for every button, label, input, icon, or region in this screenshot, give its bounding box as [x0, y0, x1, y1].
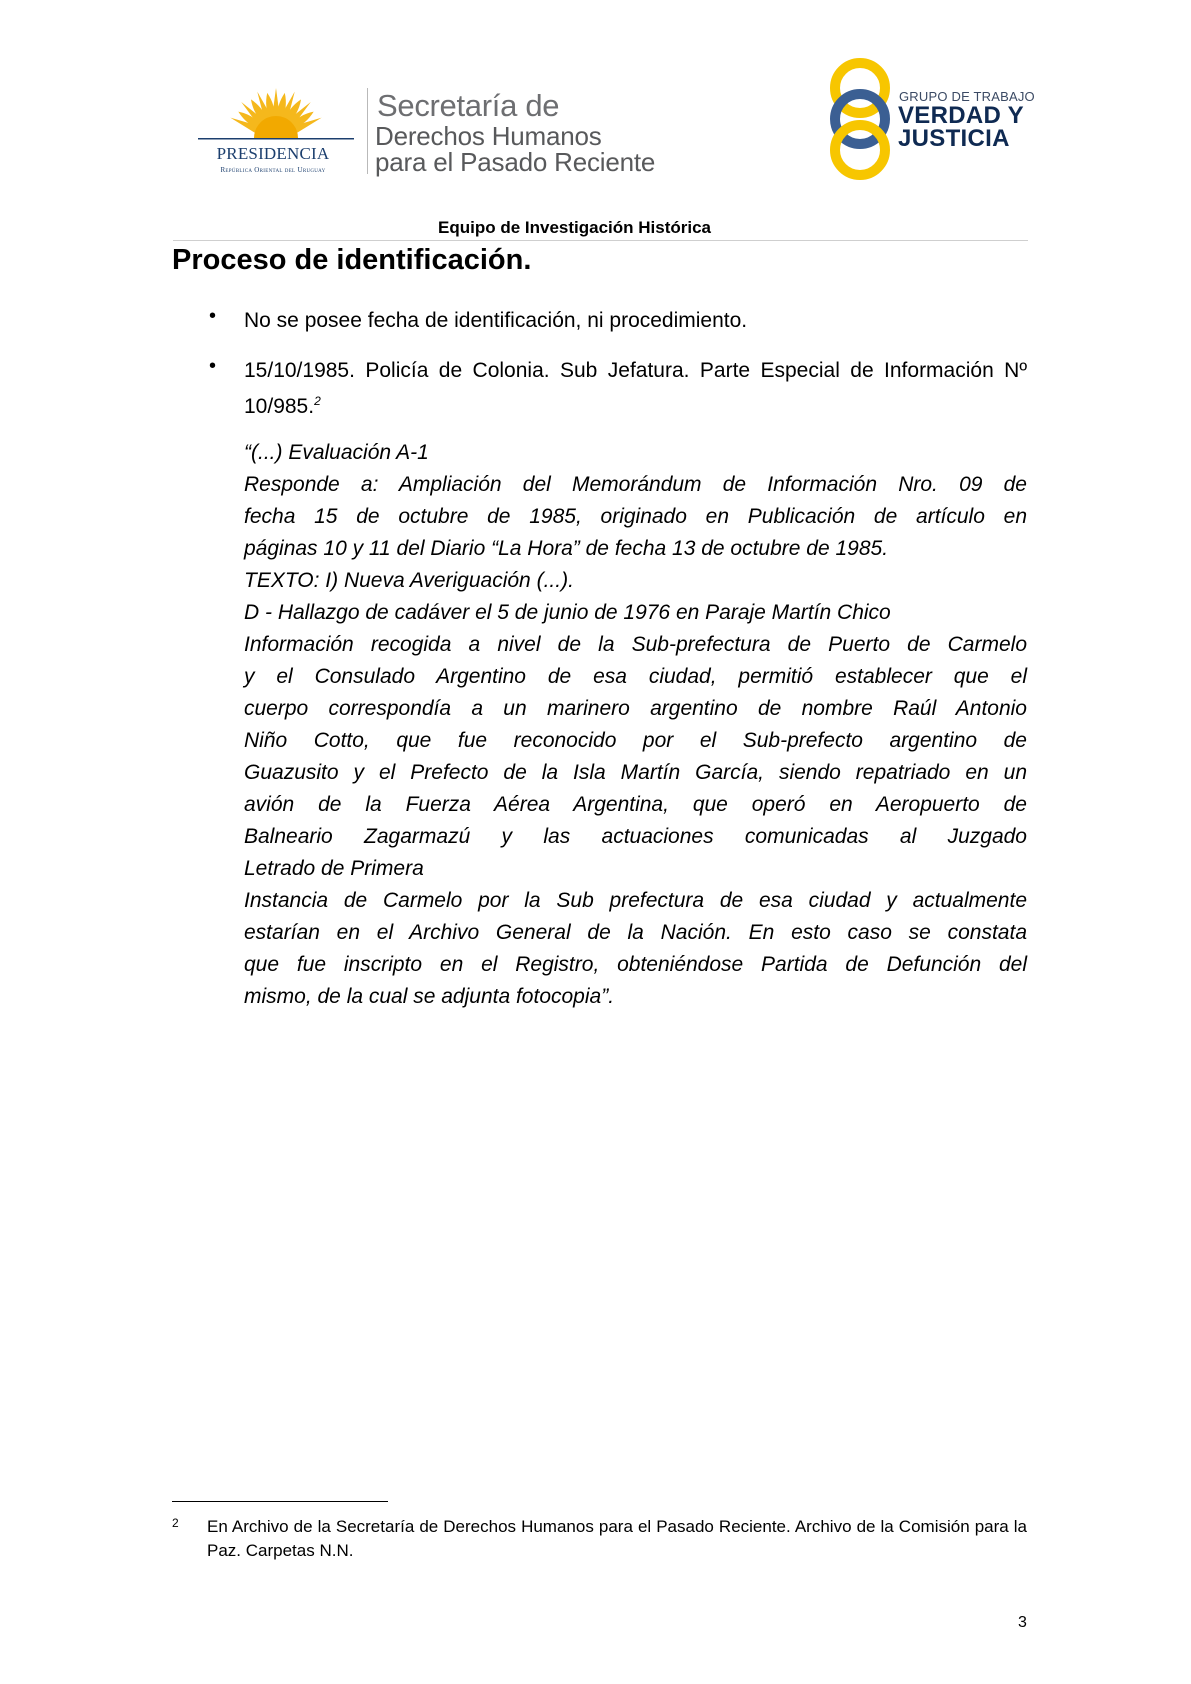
bullet-item — [244, 355, 1027, 422]
bullet-item — [244, 305, 1027, 336]
quote-line: D - Hallazgo de cadáver el 5 de junio de 1976 en Paraje Martín Chico — [244, 601, 891, 624]
bullet-marker: • — [209, 305, 217, 327]
quote-line: mismo, de la cual se adjunta fotocopia”. — [244, 985, 615, 1008]
quote-line: Instancia de Carmelo por la Sub prefectura de esa ciudad y actualmente — [244, 889, 1027, 912]
quote-line: Información recogida a nivel de la Sub-prefectura de Puerto de Carmelo — [244, 633, 1027, 656]
quote-line: fecha 15 de octubre de 1985, originado en Publicación de artículo en — [244, 505, 1027, 528]
quoted-excerpt — [244, 437, 1027, 1013]
quote-line: Letrado de Primera — [244, 857, 424, 880]
quote-line: estarían en el Archivo General de la Nación. En esto caso se constata — [244, 921, 1027, 944]
quote-line: Responde a: Ampliación del Memorándum de Información Nro. 09 de — [244, 473, 1027, 496]
quote-line: “(...) Evaluación A-1 — [244, 441, 429, 464]
header-rule — [173, 240, 1028, 241]
page-number: 3 — [1018, 1614, 1027, 1631]
vj-verdad-label: VERDAD Y — [898, 102, 1024, 129]
section-heading: Proceso de identificación. — [172, 244, 532, 276]
footnote-number: 2 — [172, 1516, 179, 1530]
quote-line: páginas 10 y 11 del Diario “La Hora” de fecha 13 de octubre de 1985. — [244, 537, 889, 560]
verdad-justicia-rings-logo — [822, 56, 898, 182]
footnote-text: En Archivo de la Secretaría de Derechos Humanos para el Pasado Reciente. Archivo de la Comisión para la Paz. Carpetas N.N. — [207, 1517, 1027, 1560]
bullet-text: No se posee fecha de identificación, ni procedimiento. — [244, 309, 748, 332]
vj-group-label: GRUPO DE TRABAJO — [899, 89, 1035, 104]
quote-line: Guazusito y el Prefecto de la Isla Martín García, siendo repatriado en un — [244, 761, 1027, 784]
quote-line: Balneario Zagarmazú y las actuaciones comunicadas al Juzgado — [244, 825, 1027, 848]
bullet-text: 15/10/1985. Policía de Colonia. Sub Jefatura. Parte Especial de Información Nº 10/985. — [244, 359, 1027, 418]
footnote-separator — [172, 1501, 388, 1502]
secretaria-line-3: para el Pasado Reciente — [375, 147, 656, 177]
secretaria-line-1: Secretaría de — [377, 88, 560, 123]
secretaria-line-2: Derechos Humanos — [375, 121, 602, 151]
logo-divider — [367, 88, 368, 174]
quote-line: Niño Cotto, que fue reconocido por el Sub-prefecto argentino de — [244, 729, 1027, 752]
quote-line: que fue inscripto en el Registro, obteniéndose Partida de Defunción del — [244, 953, 1027, 976]
quote-line: cuerpo correspondía a un marinero argentino de nombre Raúl Antonio — [244, 697, 1027, 720]
vj-justicia-label: JUSTICIA — [898, 125, 1010, 152]
quote-line: y el Consulado Argentino de esa ciudad, permitió establecer que el — [244, 665, 1027, 688]
quote-line: TEXTO: I) Nueva Averiguación (...). — [244, 569, 574, 592]
team-title: Equipo de Investigación Histórica — [438, 218, 711, 237]
presidencia-wordmark: PRESIDENCIA — [216, 144, 330, 163]
presidencia-subtitle: República Oriental del Uruguay — [220, 166, 326, 174]
footnote-ref: 2 — [314, 394, 321, 408]
bullet-marker: • — [209, 355, 217, 377]
quote-line: avión de la Fuerza Aérea Argentina, que operó en Aeropuerto de — [244, 793, 1027, 816]
